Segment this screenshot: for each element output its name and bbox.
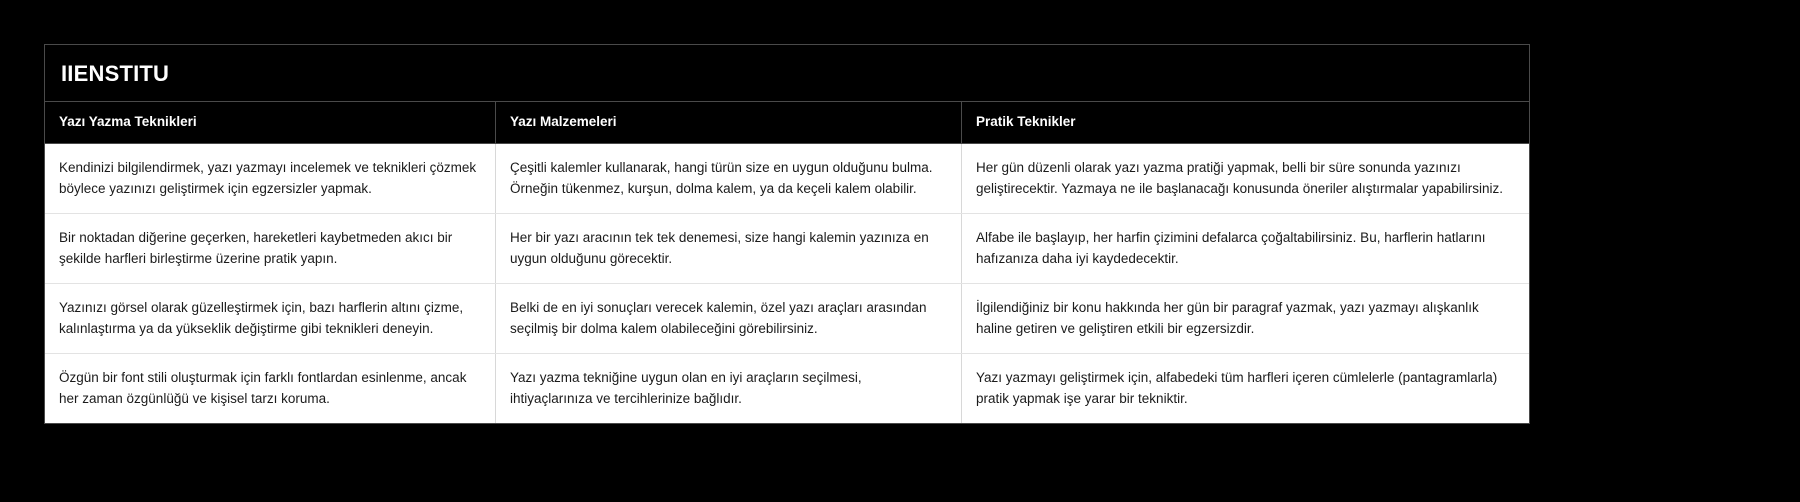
- table-cell: Özgün bir font stili oluşturmak için farklı fontlardan esinlenme, ancak her zaman özgünlüğü ve kişisel tarzı koruma.: [59, 370, 467, 406]
- table-row: [45, 354, 1529, 423]
- brand-bar: [45, 45, 1529, 102]
- table-cell: Bir noktadan diğerine geçerken, hareketleri kaybetmeden akıcı bir şekilde harfleri birleştirme üzerine pratik yapın.: [59, 230, 453, 266]
- table-cell: Kendinizi bilgilendirmek, yazı yazmayı incelemek ve teknikleri çözmek böylece yazınızı geliştirmek için egzersizler yapmak.: [59, 160, 477, 196]
- table-cell: Yazı yazma tekniğine uygun olan en iyi araçların seçilmesi, ihtiyaçlarınıza ve tercihlerinize bağlıdır.: [495, 354, 961, 423]
- table-cell: Belki de en iyi sonuçları verecek kalemin, özel yazı araçları arasından seçilmiş bir dolma kalem olabileceğini görebilirsiniz.: [495, 284, 961, 353]
- table-cell: Her gün düzenli olarak yazı yazma pratiği yapmak, belli bir süre sonunda yazınızı geliştirecektir. Yazmaya ne ile başlanacağı konusunda öneriler alıştırmalar yapabilirsiniz.: [961, 144, 1529, 213]
- table-cell: Çeşitli kalemler kullanarak, hangi türün size en uygun olduğunu bulma. Örneğin tükenmez, kurşun, dolma kalem, ya da keçeli kalem olabilir.: [495, 144, 961, 213]
- column-header-writing-materials: Yazı Malzemeleri: [495, 102, 961, 143]
- info-table: [44, 44, 1530, 424]
- table-header-row: [45, 102, 1529, 144]
- table-row: [45, 284, 1529, 354]
- table-cell: Alfabe ile başlayıp, her harfin çizimini defalarca çoğaltabilirsiniz. Bu, harflerin hatlarını hafızanıza daha iyi kaydedecektir.: [961, 214, 1529, 283]
- table-row: [45, 214, 1529, 284]
- table-cell: İlgilendiğiniz bir konu hakkında her gün bir paragraf yazmak, yazı yazmayı alışkanlık haline getiren ve geliştiren etkili bir egzersizdir.: [961, 284, 1529, 353]
- table-row: [45, 144, 1529, 214]
- brand-title: IIENSTITU: [61, 61, 170, 86]
- column-header-writing-techniques: Yazı Yazma Teknikleri: [59, 114, 197, 129]
- table-cell: Her bir yazı aracının tek tek denemesi, size hangi kalemin yazınıza en uygun olduğunu görecektir.: [495, 214, 961, 283]
- table-cell: Yazı yazmayı geliştirmek için, alfabedeki tüm harfleri içeren cümlelerle (pantagramlarla) pratik yapmak işe yarar bir tekniktir.: [961, 354, 1529, 423]
- column-header-practical-techniques: Pratik Teknikler: [961, 102, 1529, 143]
- table-body: [45, 144, 1529, 423]
- table-cell: Yazınızı görsel olarak güzelleştirmek için, bazı harflerin altını çizme, kalınlaştırma ya da yükseklik değiştirme gibi teknikleri deneyin.: [59, 300, 464, 336]
